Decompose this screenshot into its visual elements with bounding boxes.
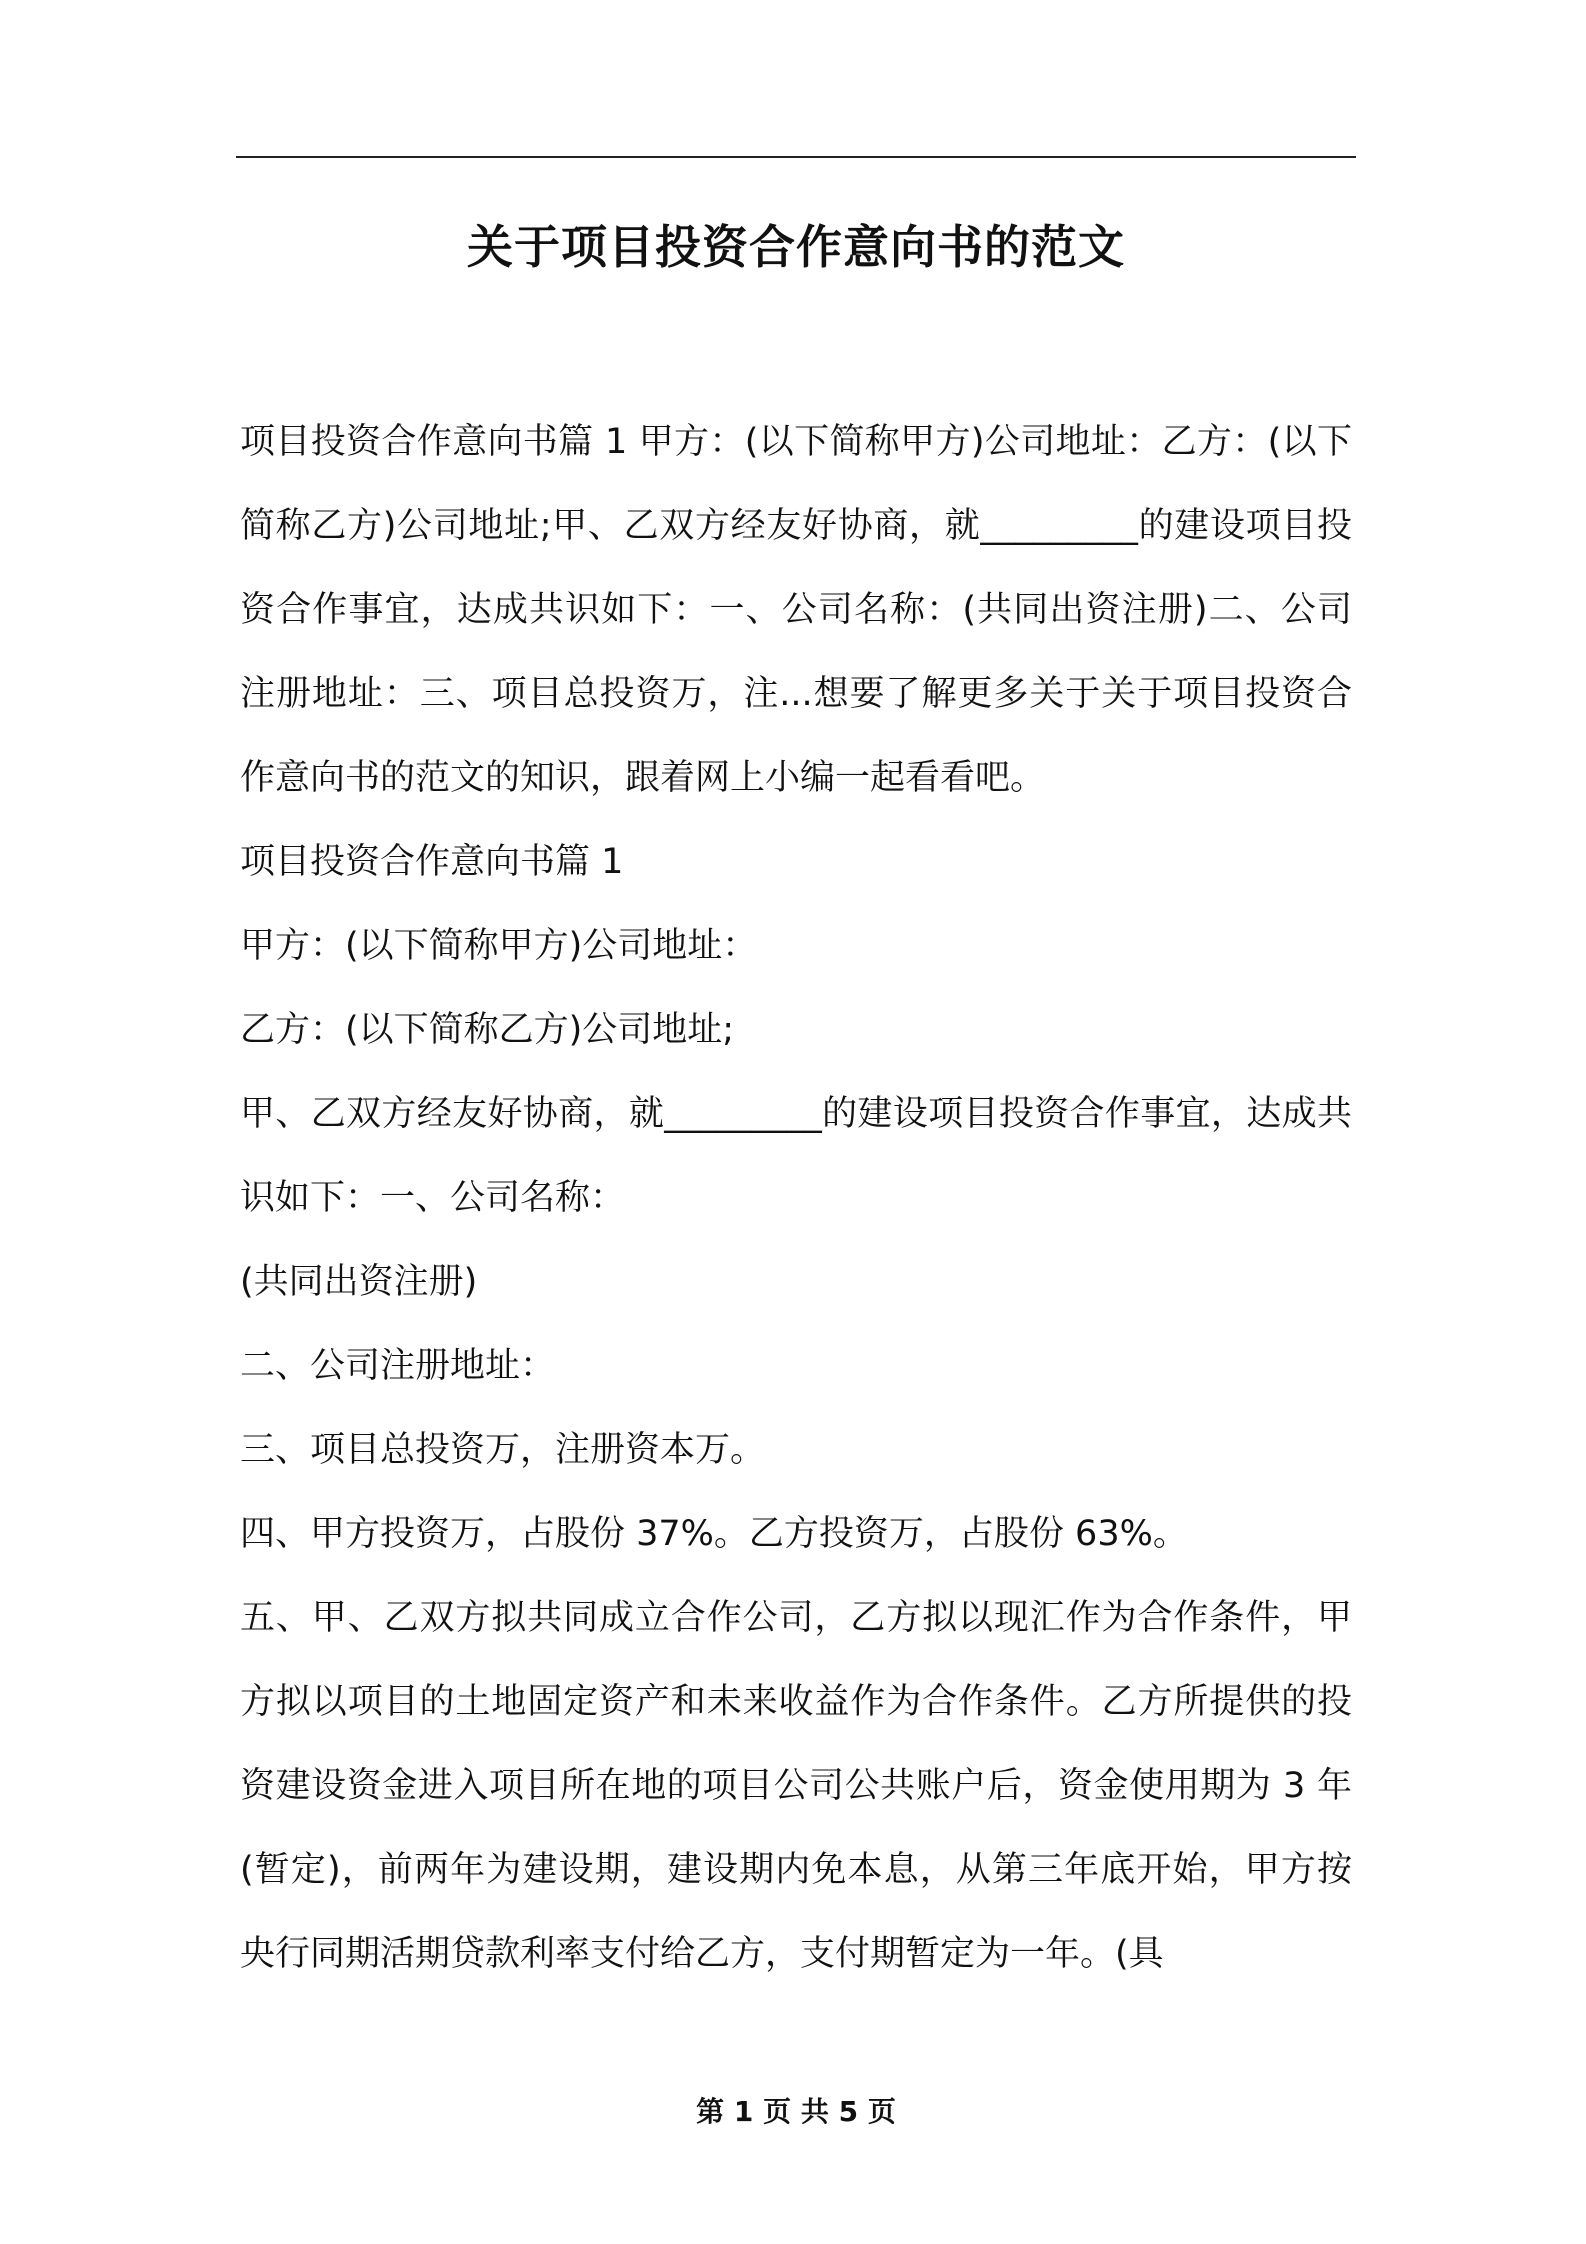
paragraph-clause-3: 三、项目总投资万，注册资本万。 bbox=[240, 1430, 766, 1470]
document-body bbox=[240, 400, 1352, 1996]
paragraph-section-heading: 项目投资合作意向书篇 1 bbox=[240, 842, 624, 882]
document-title: 关于项目投资合作意向书的范文 bbox=[467, 220, 1125, 274]
paragraph-party-a: 甲方：(以下简称甲方)公司地址： bbox=[240, 926, 758, 966]
header-rule bbox=[236, 156, 1356, 158]
page-number-footer: 第 1 页 共 5 页 bbox=[696, 2095, 896, 2128]
paragraph-consensus: 甲、乙双方经友好协商，就_________的建设项目投资合作事宜，达成共识如下：一、公司名称： bbox=[240, 1094, 1352, 1218]
paragraph-party-b: 乙方：(以下简称乙方)公司地址; bbox=[240, 1010, 735, 1050]
paragraph-clause-4: 四、甲方投资万，占股份 37%。乙方投资万，占股份 63%。 bbox=[240, 1514, 1188, 1554]
paragraph-intro: 项目投资合作意向书篇 1 甲方：(以下简称甲方)公司地址：乙方：(以下简称乙方)公司地址;甲、乙双方经友好协商，就_________的建设项目投资合作事宜，达成共识如下：一、公司名称：(共同出资注册)二、公司注册地址：三、项目总投资万，注...想要了解更多关于关于项目投资合作意向书的范文的知识，跟着网上小编一起看看吧。 bbox=[240, 422, 1352, 798]
paragraph-clause-2: 二、公司注册地址： bbox=[240, 1346, 556, 1386]
paragraph-clause-5: 五、甲、乙双方拟共同成立合作公司，乙方拟以现汇作为合作条件，甲方拟以项目的土地固定资产和未来收益作为合作条件。乙方所提供的投资建设资金进入项目所在地的项目公司公共账户后，资金使用期为 3 年(暂定)，前两年为建设期，建设期内免本息，从第三年底开始，甲方按央行同期活期贷款利率支付给乙方，支付期暂定为一年。(具 bbox=[240, 1598, 1352, 1974]
paragraph-joint-registration: (共同出资注册) bbox=[240, 1262, 478, 1302]
